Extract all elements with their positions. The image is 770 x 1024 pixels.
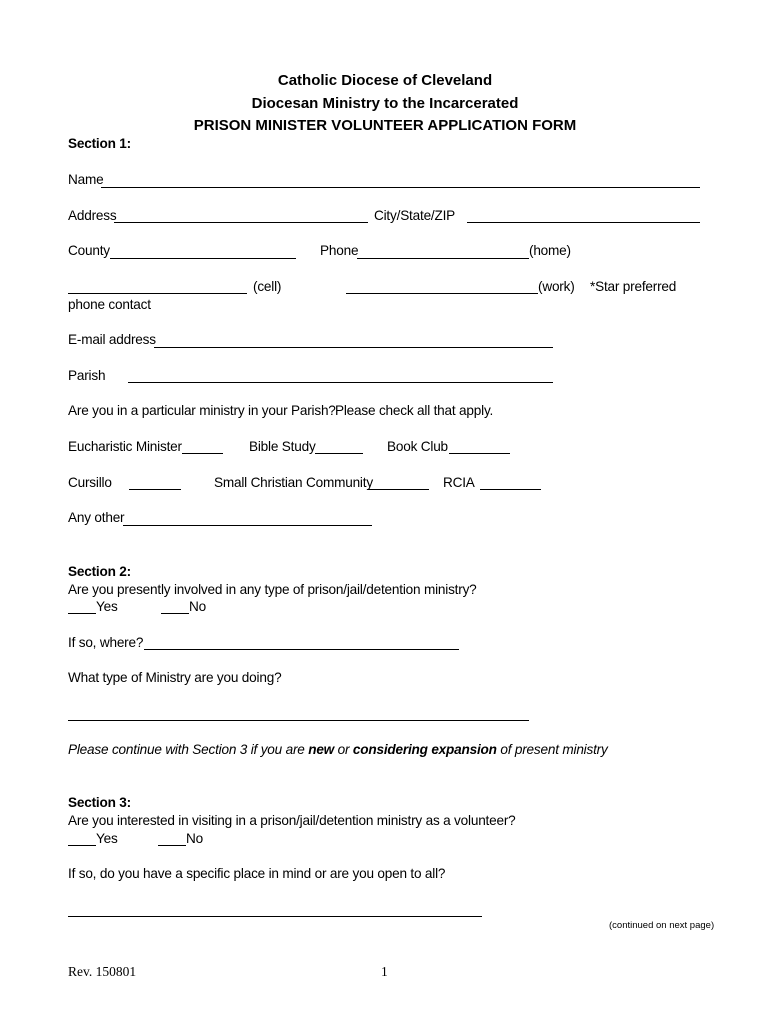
bible-study-check[interactable] — [315, 453, 363, 454]
parish-field[interactable] — [128, 382, 553, 383]
book-club-label: Book Club — [387, 439, 448, 454]
name-field[interactable] — [101, 187, 700, 188]
continue-instruction: Please continue with Section 3 if you are new or considering expansion of present ministry — [68, 742, 608, 757]
check-all-note: Please check all that apply. — [335, 403, 494, 418]
phone-label: Phone — [320, 243, 359, 258]
small-christian-community-label: Small Christian Community — [214, 475, 373, 490]
section2-yes-label: Yes — [96, 599, 118, 614]
page-number: 1 — [381, 964, 388, 979]
section2-no-label: No — [189, 599, 206, 614]
email-field[interactable] — [154, 347, 553, 348]
cursillo-label: Cursillo — [68, 475, 112, 490]
section3-no-check[interactable] — [158, 845, 186, 846]
address-label: Address — [68, 208, 117, 223]
work-phone-field[interactable] — [346, 293, 538, 294]
section3-no-label: No — [186, 831, 203, 846]
ministry-type-field[interactable] — [68, 720, 529, 721]
city-state-zip-field[interactable] — [467, 222, 700, 223]
name-label: Name — [68, 172, 104, 187]
rcia-label: RCIA — [443, 475, 475, 490]
where-label: If so, where? — [68, 635, 144, 650]
eucharistic-minister-label: Eucharistic Minister — [68, 439, 182, 454]
ministry-title: Diocesan Ministry to the Incarcerated — [251, 95, 519, 112]
section2-no-check[interactable] — [161, 613, 189, 614]
section1-heading: Section 1: — [68, 136, 131, 151]
phone-contact-note: phone contact — [68, 297, 151, 312]
home-phone-field[interactable] — [357, 258, 529, 259]
small-christian-community-check[interactable] — [368, 489, 429, 490]
section2-question: Are you presently involved in any type of prison/jail/detention ministry? — [68, 582, 477, 597]
section3-heading: Section 3: — [68, 795, 131, 810]
eucharistic-minister-check[interactable] — [182, 453, 223, 454]
cell-label: (cell) — [253, 279, 282, 294]
cursillo-check[interactable] — [129, 489, 181, 490]
any-other-field[interactable] — [123, 525, 372, 526]
where-field[interactable] — [144, 649, 459, 650]
home-label: (home) — [529, 243, 571, 258]
section3-yes-label: Yes — [96, 831, 118, 846]
any-other-label: Any other — [68, 510, 125, 525]
rcia-check[interactable] — [480, 489, 541, 490]
section2-heading: Section 2: — [68, 564, 131, 579]
county-label: County — [68, 243, 110, 258]
address-field[interactable] — [114, 222, 368, 223]
continued-note: (continued on next page) — [609, 920, 715, 931]
revision-label: Rev. 150801 — [68, 964, 137, 979]
city-state-zip-label: City/State/ZIP — [374, 208, 456, 223]
county-field[interactable] — [110, 258, 296, 259]
email-label: E-mail address — [68, 332, 156, 347]
section2-yes-check[interactable] — [68, 613, 96, 614]
ministry-type-question: What type of Ministry are you doing? — [68, 670, 282, 685]
cell-phone-field[interactable] — [68, 293, 247, 294]
work-label: (work) — [538, 279, 575, 294]
section3-yes-check[interactable] — [68, 845, 96, 846]
place-field[interactable] — [68, 916, 482, 917]
book-club-check[interactable] — [449, 453, 510, 454]
org-title: Catholic Diocese of Cleveland — [277, 72, 493, 89]
star-preferred-note: *Star preferred — [590, 279, 677, 294]
ministry-question: Are you in a particular ministry in your Parish? — [68, 403, 336, 418]
place-question: If so, do you have a specific place in mind or are you open to all? — [68, 866, 446, 881]
bible-study-label: Bible Study — [249, 439, 316, 454]
section3-question: Are you interested in visiting in a prison/jail/detention ministry as a volunteer? — [68, 813, 516, 828]
form-title: PRISON MINISTER VOLUNTEER APPLICATION FORM — [193, 117, 577, 134]
parish-label: Parish — [68, 368, 106, 383]
